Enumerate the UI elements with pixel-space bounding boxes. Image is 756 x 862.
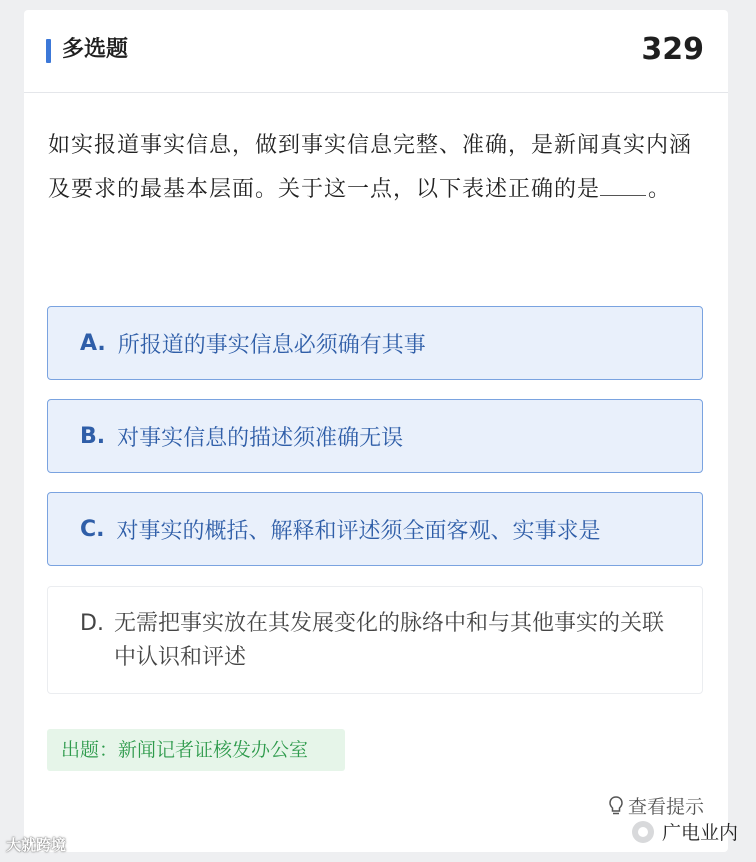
option-text: 所报道的事实信息必须确有其事	[117, 332, 426, 358]
source-badge: 出题：新闻记者证核发办公室	[47, 729, 345, 771]
option-a[interactable]	[47, 306, 703, 380]
option-b[interactable]	[47, 399, 703, 473]
option-d[interactable]	[47, 586, 703, 694]
lightbulb-icon	[608, 796, 624, 816]
accent-bar	[46, 39, 51, 63]
question-text	[48, 124, 708, 212]
watermark-right-text: 广电业内	[661, 822, 738, 844]
option-letter: D.	[80, 611, 104, 636]
question-body: 如实报道事实信息，做到事实信息完整、准确，是新闻真实内涵及要求的最基本层面。关于这一点，以下表述正确的是	[48, 133, 693, 202]
option-text: 无需把事实放在其发展变化的脉络中和与其他事实的关联中认识和评述	[113, 611, 664, 670]
question-type: 多选题	[62, 37, 129, 62]
option-c[interactable]	[47, 492, 703, 566]
option-letter: C.	[80, 516, 105, 542]
wechat-logo-icon	[632, 821, 654, 843]
option-letter: A.	[80, 330, 106, 356]
option-text: 对事实的概括、解释和评述须全面客观、实事求是	[116, 518, 601, 544]
option-letter: B.	[80, 423, 106, 449]
card-header	[24, 10, 728, 93]
watermark-left	[6, 834, 66, 855]
question-ending: 。	[648, 177, 672, 202]
option-text: 对事实信息的描述须准确无误	[117, 425, 404, 451]
answer-blank	[600, 169, 646, 196]
watermark-left-text: 大就跨境	[6, 836, 67, 854]
view-hint-button[interactable]	[608, 792, 704, 819]
watermark-right	[632, 818, 738, 845]
question-number: 329	[641, 32, 704, 67]
hint-label: 查看提示	[627, 796, 704, 818]
question-card	[24, 10, 728, 852]
